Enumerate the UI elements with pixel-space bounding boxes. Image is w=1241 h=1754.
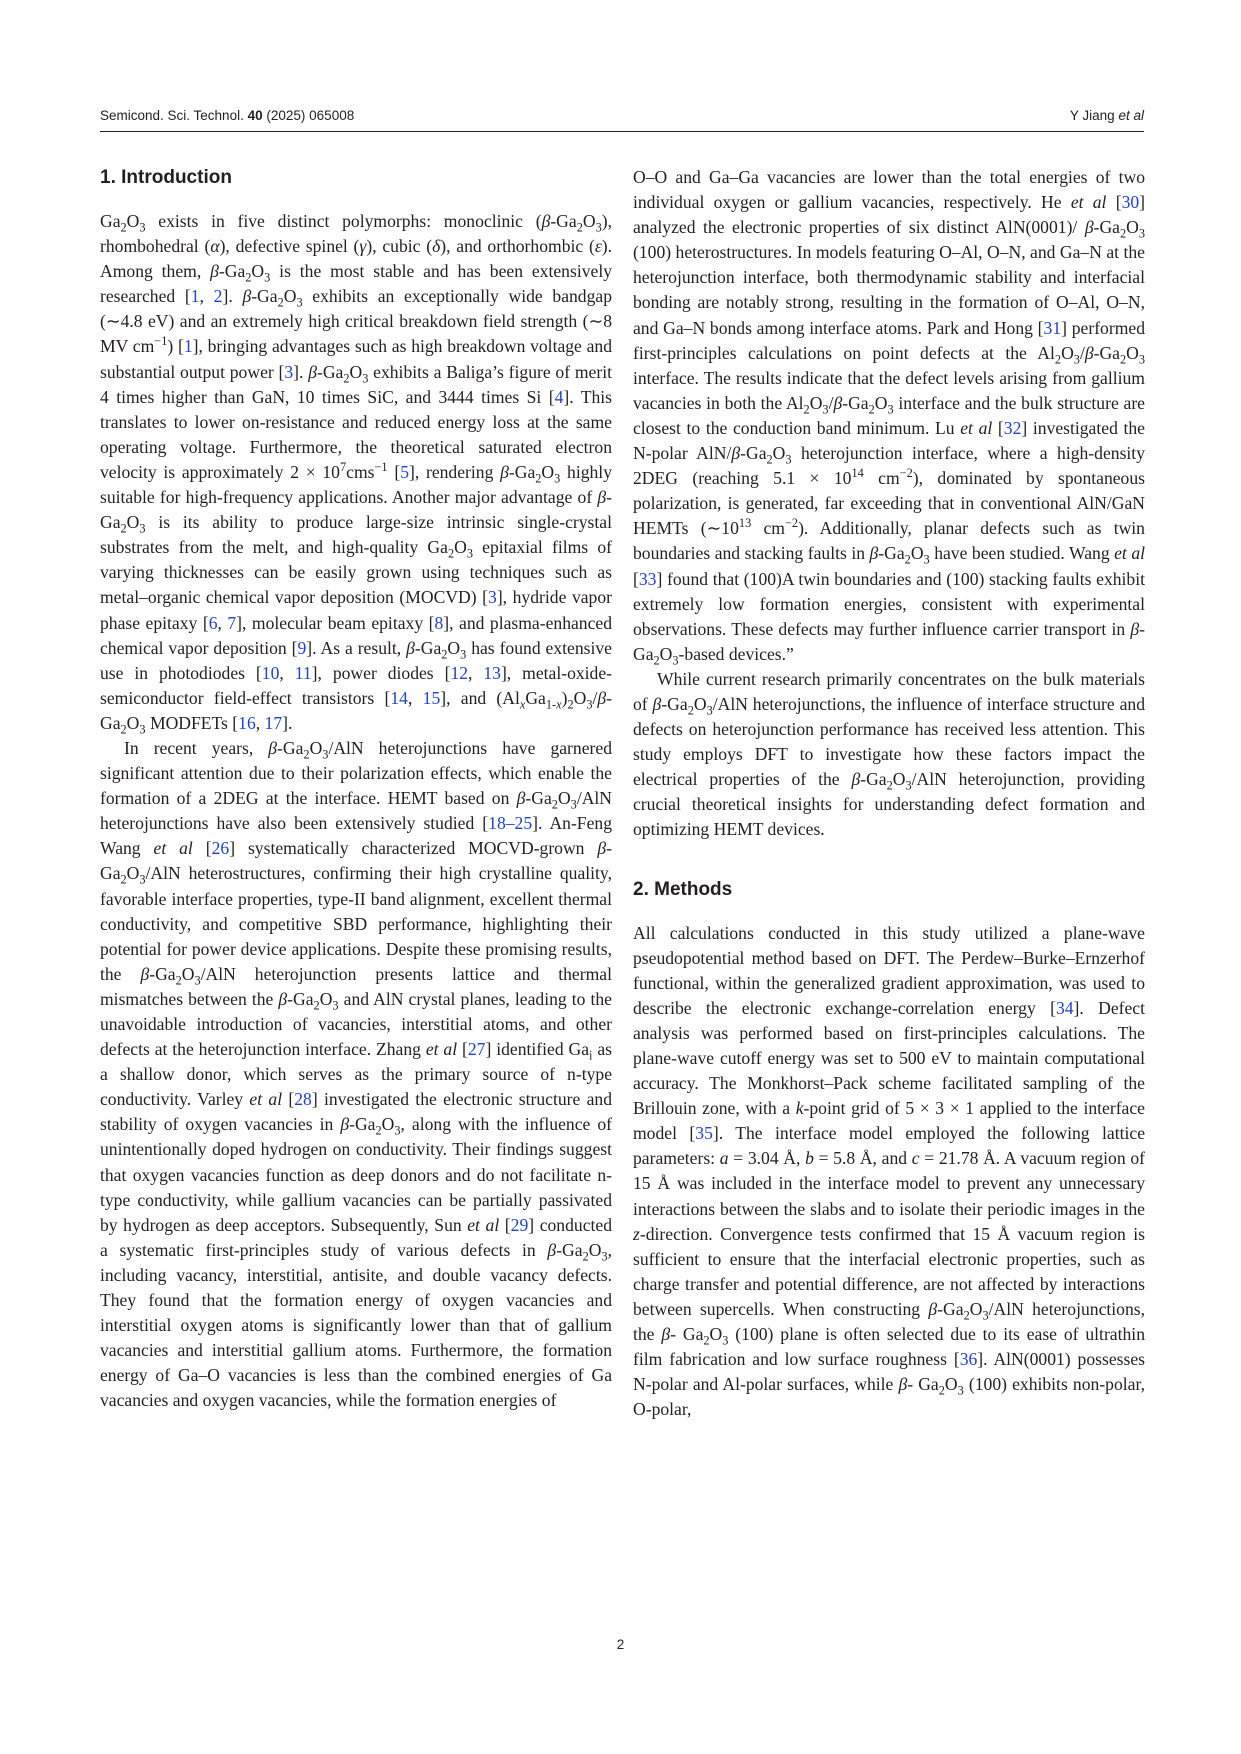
header-authors: Y Jiang et al [1069, 108, 1144, 123]
intro-paragraph-3: While current research primarily concentrates on the bulk materials of $\beta-Ga_2O_3$/AlN heterojunctions, the influence of interface structure and defects on heterojunction performance has received less attention. This study employs DFT to investigate how these factors impact the electrical properties of the $\beta-Ga_2O_3$/AlN heterojunction, providing crucial theoretical insights for understanding defect formation and optimizing HEMT devices. [633, 668, 1145, 840]
ref-link[interactable]: 2 [213, 286, 223, 307]
ref-link[interactable]: 31 [1043, 317, 1062, 338]
ref-link[interactable]: 13 [483, 662, 501, 683]
right-column [633, 165, 1145, 1422]
ref-link[interactable]: 32 [1003, 417, 1022, 438]
ref-link[interactable]: 7 [227, 612, 237, 633]
ref-link[interactable]: 1 [190, 286, 200, 307]
ref-link[interactable]: 33 [638, 568, 657, 589]
intro-paragraph-2-cont: O–O and Ga–Ga vacancies are lower than the total energies of two individual oxygen or gallium vacancies, respectively. He et al [30] analyzed the electronic properties of six distinct AlN(0001)/ $\beta-Ga_2O_3$ (100) heterostructures. In models featuring O–Al, O–N, and Ga–N at the heterojunction interface, both thermodynamic stability and interfacial bonding are notably strong, resulting in the formation of O–Al, O–N, and Ga–N bonds among interface atoms. Park and Hong [31] performed first-principles calculations on point defects at the $Al_2O_3/\beta-Ga_2O_3$ interface. The results indicate that the defect levels arising from gallium vacancies in both the $Al_2O_3/\beta-Ga_2O_3$ interface and the bulk structure are closest to the conduction band minimum. Lu et al [32] investigated the N-polar AlN/$\beta-Ga_2O_3$ heterojunction interface, where a high-density 2DEG (reaching $5.1 \times 10^{14}$ $cm^{-2}$), dominated by spontaneous polarization, is generated, far exceeding that in conventional AlN/GaN HEMTs ($\sim 10^{13}$ $cm^{-2}$). Additionally, planar defects such as twin boundaries and stacking faults in $\beta-Ga_2O_3$ have been studied. Wang et al [33] found that (100)A twin boundaries and (100) stacking faults exhibit extremely low formation energies, consistent with experimental observations. These defects may further influence carrier transport in $\beta-Ga_2O_3$-based devices.” [633, 167, 1146, 668]
intro-paragraph-1: $Ga_2O_3$ exists in five distinct polymorphs: monoclinic $(\beta-Ga_2O_3)$, rhombohedral (α), defective spinel (γ), cubic (δ), and orthorhombic (ε). Among them, $\beta-Ga_2O_3$ is the most stable and has been extensively researched [1, 2]. $\beta-Ga_2O_3$ exhibits an exceptionally wide bandgap (∼4.8 eV) and an extremely high critical breakdown field strength (∼8 MV $cm^{-1}$) [1], bringing advantages such as high breakdown voltage and substantial output power [3]. $\beta-Ga_2O_3$ exhibits a Baliga’s figure of merit 4 times higher than GaN, 10 times SiC, and 3444 times Si [4]. This translates to lower on-resistance and reduced energy loss at the same operating voltage. Furthermore, the theoretical saturated electron velocity is approximately $2 \times 10^7cms^{-1}$ [5], rendering $\beta-Ga_2O_3$ highly suitable for high-frequency applications. Another major advantage of $\beta-Ga_2O_3$ is its ability to produce large-size intrinsic single-crystal substrates from the melt, and high-quality $Ga_2O_3$ epitaxial films of varying thicknesses can be easily grown using techniques such as metal–organic chemical vapor deposition (MOCVD) [3], hydride vapor phase epitaxy [6, 7], molecular beam epitaxy [8], and plasma-enhanced chemical vapor deposition [9]. As a result, $\beta-Ga_2O_3$ has found extensive use in photodiodes [10, 11], power diodes [12, 13], metal-oxide-semiconductor field-effect transistors [14, 15], and $(Al_xGa_{1-x})_2O_3/\beta-Ga_2O_3$ MODFETs [16, 17]. [100, 211, 613, 737]
ref-link[interactable]: 5 [400, 461, 409, 482]
ref-link[interactable]: 11 [294, 662, 312, 683]
methods-paragraph-1: All calculations conducted in this study utilized a plane-wave pseudopotential method based on DFT. The Perdew–Burke–Ernzerhof functional, within the generalized gradient approximation, was used to describe the electronic exchange-correlation energy [34]. Defect analysis was performed based on first-principles calculations. The plane-wave cutoff energy was set to 500 eV to maintain computational accuracy. The Monkhorst–Pack scheme facilitated sampling of the Brillouin zone, with a k-point grid of 5 × 3 × 1 applied to the interface model [35]. The interface model employed the following lattice parameters: a = 3.04 Å, b = 5.8 Å, and c = 21.78 Å. A vacuum region of 15 Å was included in the interface model to prevent any unnecessary interactions between the slabs and to isolate their periodic images in the z-direction. Convergence tests confirmed that 15 Å vacuum region is sufficient to ensure that the interfacial electronic properties, such as charge transfer and potential difference, are not affected by interactions between supercells. When constructing $\beta-Ga_2O_3$/AlN heterojunctions, the β- $Ga_2O_3$ (100) plane is often selected due to its ease of ultrathin film fabrication and low surface roughness [36]. AlN(0001) possesses N-polar and Al-polar surfaces, while β- $Ga_2O_3$ (100) exhibits non-polar, O-polar, [633, 922, 1146, 1420]
ref-link[interactable]: 4 [554, 386, 564, 407]
header-rule [100, 131, 1144, 132]
section-heading-introduction: 1. Introduction [100, 167, 232, 188]
ref-link[interactable]: 18–25 [488, 813, 533, 834]
ref-link[interactable]: 30 [1121, 192, 1140, 213]
ref-link[interactable]: 27 [467, 1039, 486, 1060]
ref-link[interactable]: 36 [959, 1349, 978, 1370]
section-heading-methods: 2. Methods [633, 878, 733, 900]
ref-link[interactable]: 9 [297, 637, 307, 658]
page-number: 2 [616, 1637, 625, 1652]
ref-link[interactable]: 8 [434, 612, 444, 633]
ref-link[interactable]: 3 [488, 587, 497, 608]
ref-link[interactable]: 34 [1055, 997, 1074, 1018]
ref-link[interactable]: 26 [211, 838, 230, 859]
journal-citation: Semicond. Sci. Technol. 40 (2025) 065008 [100, 108, 355, 123]
ref-link[interactable]: 15 [422, 687, 441, 708]
ref-link[interactable]: 16 [238, 712, 256, 733]
ref-link[interactable]: 35 [695, 1123, 713, 1144]
running-header [100, 108, 1144, 128]
ref-link[interactable]: 1 [183, 336, 193, 357]
ref-link[interactable]: 28 [294, 1089, 312, 1110]
ref-link[interactable]: 10 [261, 662, 280, 683]
ref-link[interactable]: 29 [510, 1214, 529, 1235]
ref-link[interactable]: 6 [208, 612, 218, 633]
ref-link[interactable]: 12 [450, 662, 469, 683]
ref-link[interactable]: 14 [390, 687, 408, 708]
left-column [100, 165, 612, 1414]
intro-paragraph-2: In recent years, $\beta-Ga_2O_3$/AlN heterojunctions have garnered significant attention due to their polarization effects, which enable the formation of a 2DEG at the interface. HEMT based on $\beta-Ga_2O_3$/AlN heterojunctions have also been extensively studied [18–25]. An-Feng Wang et al [26] systematically characterized MOCVD-grown $\beta-Ga_2O_3$/AlN heterostructures, confirming their high crystalline quality, favorable interface properties, type-II band alignment, excellent thermal conductivity, and competitive SBD performance, highlighting their potential for power device applications. Despite these promising results, the $\beta-Ga_2O_3$/AlN heterojunction presents lattice and thermal mismatches between the $\beta-Ga_2O_3$ and AlN crystal planes, leading to the unavoidable introduction of vacancies, interstitial atoms, and other defects at the heterojunction interface. Zhang et al [27] identified $Ga_i$ as a shallow donor, which serves as the primary source of n-type conductivity. Varley et al [28] investigated the electronic structure and stability of oxygen vacancies in $\beta-Ga_2O_3$, along with the influence of unintentionally doped hydrogen on conductivity. Their findings suggest that oxygen vacancies function as deep donors and do not facilitate n-type conductivity, while gallium vacancies can be partially passivated by hydrogen as deep acceptors. Subsequently, Sun et al [29] conducted a systematic first-principles study of various defects in $\beta-Ga_2O_3$, including vacancy, interstitial, antisite, and double vacancy defects. They found that the formation energy of oxygen vacancies and interstitial oxygen atoms is significantly lower than that of gallium vacancies and interstitial gallium atoms. Furthermore, the formation energy of Ga–O vacancies is less than the combined energies of Ga vacancies and oxygen vacancies, while the formation energies of [100, 737, 613, 1411]
ref-link[interactable]: 17 [264, 712, 283, 733]
ref-link[interactable]: 3 [284, 361, 294, 382]
